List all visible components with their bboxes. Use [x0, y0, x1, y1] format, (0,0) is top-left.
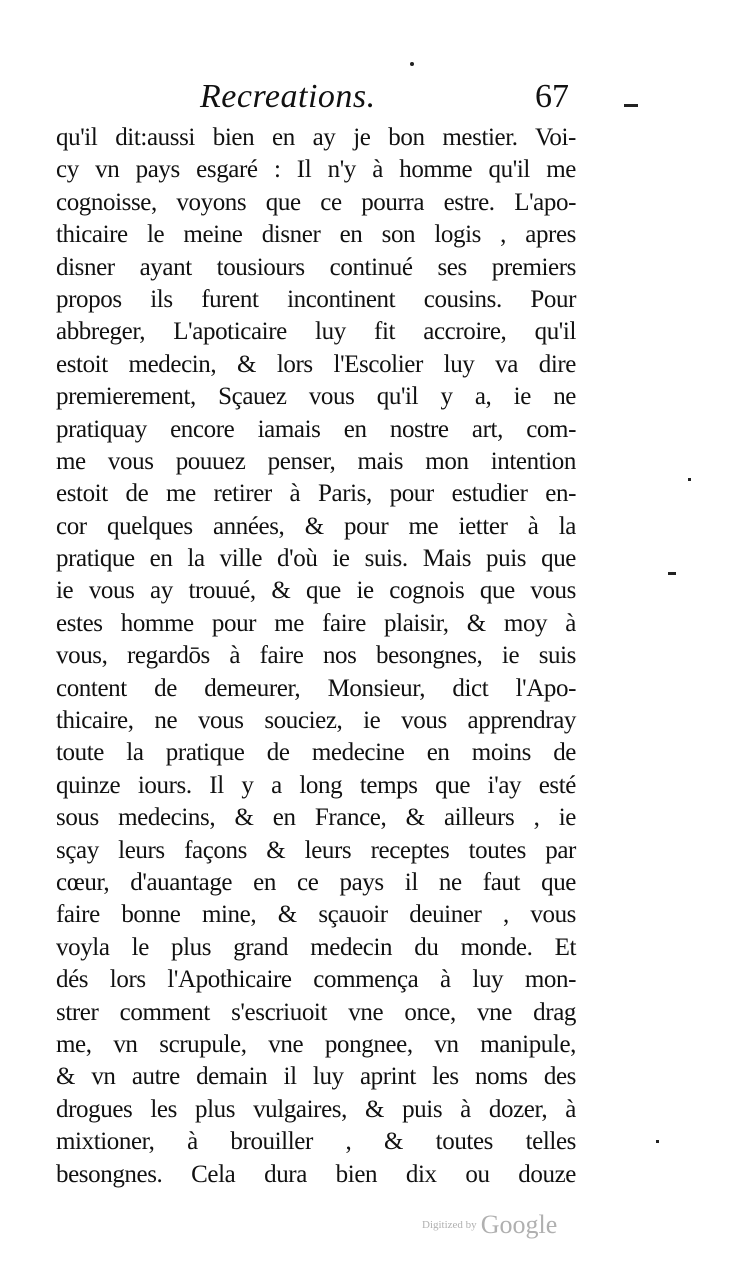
scan-speck [656, 1140, 659, 1143]
text-line: sous medecins, & en France, & ailleurs , ie [56, 804, 576, 832]
watermark-brand: Google [480, 1210, 558, 1239]
text-line: voyla le plus grand medecin du monde. Et [56, 933, 576, 961]
text-line: sçay leurs façons & leurs receptes toutes par [56, 836, 576, 864]
text-line: strer comment s'escriuoit vne once, vne drag [56, 998, 576, 1026]
watermark-prefix: Digitized by [422, 1219, 477, 1231]
body-text [56, 122, 576, 1191]
scan-speck [688, 478, 691, 481]
text-line: disner ayant tousiours continué ses premiers [56, 253, 576, 281]
text-line: drogues les plus vulgaires, & puis à dozer, à [56, 1095, 576, 1123]
text-line: mixtioner, à brouiller , & toutes telles [56, 1128, 576, 1156]
text-line: & vn autre demain il luy aprint les noms des [56, 1063, 576, 1091]
text-line: thicaire, ne vous souciez, ie vous apprendray [56, 707, 576, 735]
text-line: dés lors l'Apothicaire commença à luy mon- [56, 966, 576, 994]
text-line: estoit medecin, & lors l'Escolier luy va dire [56, 350, 576, 378]
text-line: abbreger, L'apoticaire luy fit accroire, qu'il [56, 318, 576, 346]
text-line: qu'il dit:aussi bien en ay je bon mestier. Voi- [56, 124, 576, 151]
text-line: thicaire le meine disner en son logis , apres [56, 221, 576, 249]
text-line: vous, regardōs à faire nos besongnes, ie suis [56, 642, 576, 670]
scan-speck [668, 572, 676, 575]
text-line: cœur, d'auantage en ce pays il ne faut que [56, 868, 576, 896]
text-line: content de demeurer, Monsieur, dict l'Apo- [56, 674, 576, 702]
text-line: faire bonne mine, & sçauoir deuiner , vous [56, 901, 576, 929]
text-line: pratiquay encore iamais en nostre art, com- [56, 415, 576, 443]
text-line: cor quelques années, & pour me ietter à la [56, 512, 576, 540]
text-line: besongnes. Cela dura bien dix ou douze [56, 1160, 576, 1188]
running-title: Recreations. [200, 78, 376, 115]
text-line: me, vn scrupule, vne pongnee, vn manipule, [56, 1030, 576, 1058]
text-line: pratique en la ville d'où ie suis. Mais puis que [56, 545, 576, 573]
google-watermark [422, 1210, 557, 1240]
text-line: cy vn pays esgaré : Il n'y à homme qu'il me [56, 156, 576, 184]
scan-speck [624, 104, 638, 107]
text-line: quinze iours. Il y a long temps que i'ay esté [56, 771, 576, 799]
text-line: premierement, Sçauez vous qu'il y a, ie ne [56, 383, 576, 411]
text-line: estes homme pour me faire plaisir, & moy à [56, 609, 576, 637]
page-header [200, 78, 600, 122]
text-line: cognoisse, voyons que ce pourra estre. L'apo- [56, 188, 576, 216]
text-line: ie vous ay trouué, & que ie cognois que vous [56, 577, 576, 605]
text-line: toute la pratique de medecine en moins de [56, 739, 576, 767]
page-number: 67 [535, 78, 569, 115]
text-line: me vous pouuez penser, mais mon intention [56, 447, 576, 475]
text-line: estoit de me retirer à Paris, pour estudier en- [56, 480, 576, 508]
scan-speck [410, 62, 414, 66]
text-line: propos ils furent incontinent cousins. Pour [56, 285, 576, 313]
